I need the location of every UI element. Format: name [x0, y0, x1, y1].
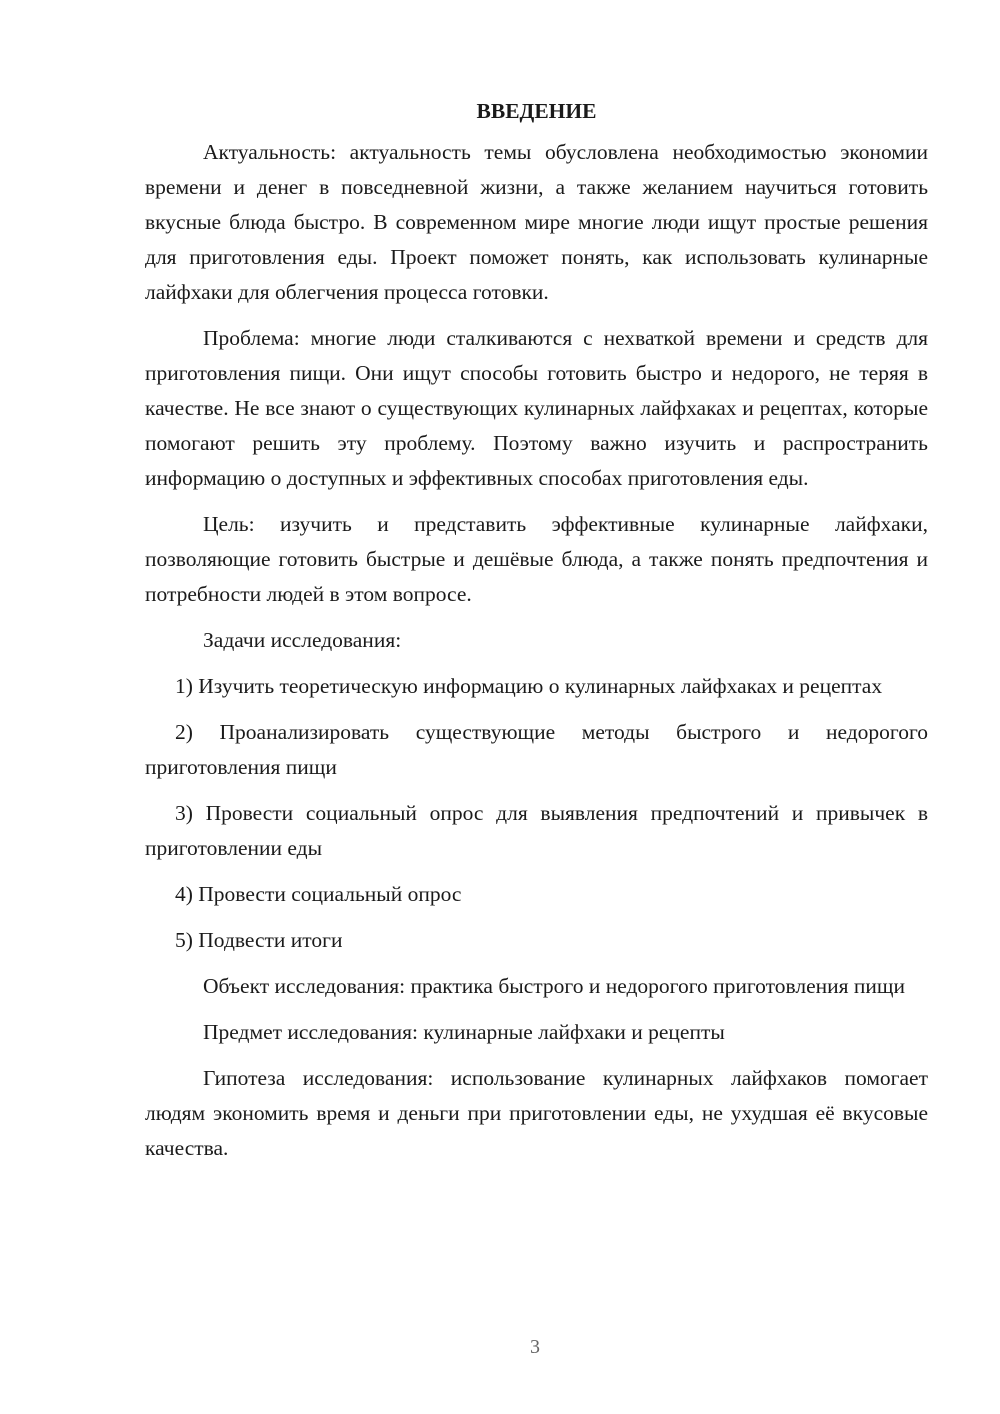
document-page	[145, 96, 928, 1177]
task-item: 2) Проанализировать существующие методы быстрого и недорогого приготовления пищи	[145, 720, 928, 779]
paragraph-object: Объект исследования: практика быстрого и недорогого приготовления пищи	[203, 974, 905, 998]
page-title: ВВЕДЕНИЕ	[476, 99, 597, 123]
paragraph-problem: Проблема: многие люди сталкиваются с нехваткой времени и средств для приготовления пищи. Они ищут способы готовить быстро и недорого, не теряя в качестве. Не все знают о существующих кулинарных лайфхаках и рецептах, которые помогают решить эту проблему. Поэтому важно изучить и распространить информацию о доступных и эффективных способах приготовления еды.	[145, 326, 928, 490]
paragraph-relevance: Актуальность: актуальность темы обусловлена необходимостью экономии времени и денег в повседневной жизни, а также желанием научиться готовить вкусные блюда быстро. В современном мире многие люди ищут простые решения для приготовления еды. Проект поможет понять, как использовать кулинарные лайфхаки для облегчения процесса готовки.	[145, 140, 928, 304]
task-item: 5) Подвести итоги	[175, 928, 343, 952]
paragraph-subject: Предмет исследования: кулинарные лайфхаки и рецепты	[203, 1020, 725, 1044]
task-item: 1) Изучить теоретическую информацию о кулинарных лайфхаках и рецептах	[175, 674, 883, 698]
tasks-heading: Задачи исследования:	[203, 628, 402, 652]
paragraph-hypothesis: Гипотеза исследования: использование кулинарных лайфхаков помогает людям экономить время и деньги при приготовлении еды, не ухудшая её вкусовые качества.	[145, 1066, 928, 1160]
paragraph-goal: Цель: изучить и представить эффективные кулинарные лайфхаки, позволяющие готовить быстрые и дешёвые блюда, а также понять предпочтения и потребности людей в этом вопросе.	[145, 512, 928, 606]
task-item: 3) Провести социальный опрос для выявления предпочтений и привычек в приготовлении еды	[145, 801, 928, 860]
page-number: 3	[530, 1336, 540, 1358]
task-item: 4) Провести социальный опрос	[175, 882, 462, 906]
